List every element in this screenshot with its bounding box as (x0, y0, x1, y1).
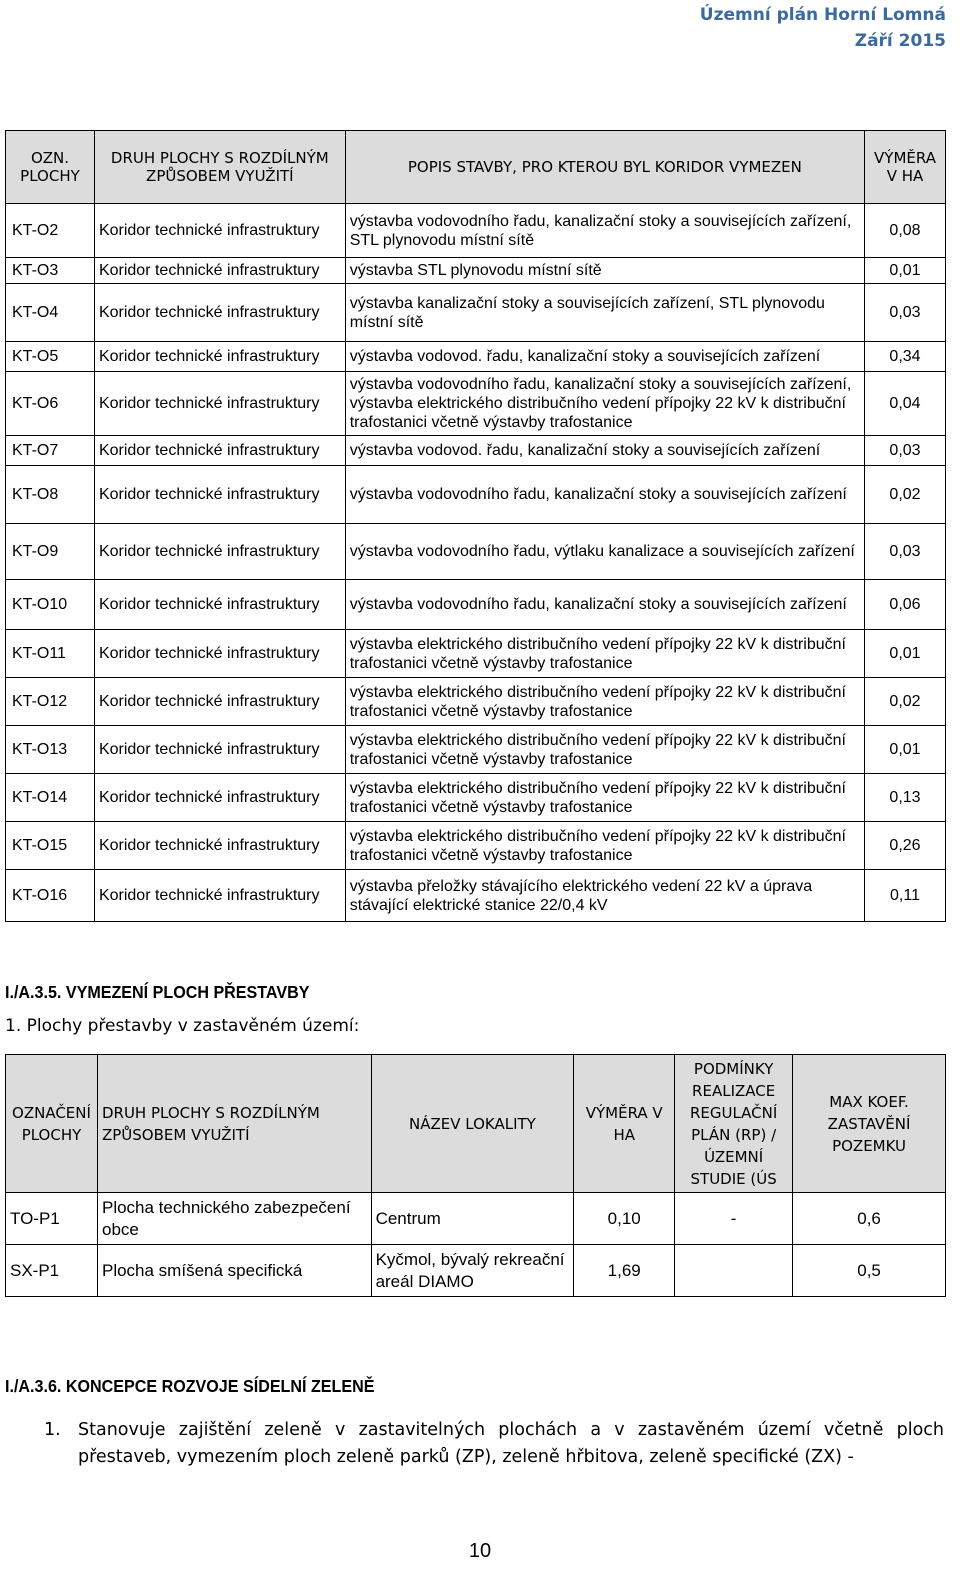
document-date: Září 2015 (854, 31, 946, 51)
cell-coef: 0,6 (793, 1193, 946, 1245)
cell-type: Koridor technické infrastruktury (94, 342, 345, 372)
cell-description: výstavba vodovod. řadu, kanalizační stoky a souvisejících zařízení (345, 436, 864, 466)
cell-description: výstavba vodovod. řadu, kanalizační stoky a souvisejících zařízení (345, 342, 864, 372)
cell-type: Koridor technické infrastruktury (94, 284, 345, 342)
cell-type: Koridor technické infrastruktury (94, 204, 345, 258)
cell-description: výstavba vodovodního řadu, kanalizační stoky a souvisejících zařízení (345, 580, 864, 630)
cell-description: výstavba kanalizační stoky a souvisejících zařízení, STL plynovodu místní sítě (345, 284, 864, 342)
corridor-table (5, 130, 946, 922)
cell-description: výstavba vodovodního řadu, kanalizační stoky a souvisejících zařízení (345, 466, 864, 524)
table-row (6, 630, 946, 678)
table-row (6, 436, 946, 466)
page-header (700, 2, 946, 54)
cell-area: 0,01 (865, 630, 946, 678)
paragraph-text: Stanovuje zajištění zeleně v zastavitelných plochách a v zastavěném území včetně ploch přestaveb, vymezením ploch zeleně parků (ZP), zeleně hřbitova, zeleně specifické (ZX) - (78, 1420, 944, 1467)
greenery-paragraph (44, 1417, 944, 1471)
cell-code: TO-P1 (6, 1193, 98, 1245)
table-row (6, 726, 946, 774)
col-header-description: POPIS STAVBY, PRO KTEROU BYL KORIDOR VYMEZEN (345, 131, 864, 204)
col-header-max-coef: MAX KOEF. ZASTAVĚNÍ POZEMKU (793, 1055, 946, 1193)
cell-description: výstavba elektrického distribučního vedení přípojky 22 kV k distribuční trafostanici včetně výstavby trafostanice (345, 678, 864, 726)
cell-code: KT-O12 (6, 678, 95, 726)
cell-type: Plocha smíšená specifická (97, 1245, 371, 1297)
cell-area: 0,06 (865, 580, 946, 630)
cell-code: KT-O4 (6, 284, 95, 342)
cell-code: KT-O14 (6, 774, 95, 822)
section-heading-greenery: I./A.3.6. KONCEPCE ROZVOJE SÍDELNÍ ZELENĚ (5, 1376, 375, 1396)
cell-area: 0,34 (865, 342, 946, 372)
table-row (6, 1193, 946, 1245)
cell-coef: 0,5 (793, 1245, 946, 1297)
col-header-area: VÝMĚRA V HA (865, 131, 946, 204)
cell-code: KT-O10 (6, 580, 95, 630)
cell-type: Koridor technické infrastruktury (94, 580, 345, 630)
cell-code: KT-O13 (6, 726, 95, 774)
page-number: 10 (468, 1540, 492, 1562)
table-row (6, 372, 946, 436)
cell-type: Koridor technické infrastruktury (94, 436, 345, 466)
cell-locality: Centrum (371, 1193, 574, 1245)
table-row (6, 466, 946, 524)
col-header-conditions: PODMÍNKY REALIZACE REGULAČNÍ PLÁN (RP) / ÚZEMNÍ STUDIE (ÚS (675, 1055, 793, 1193)
col-header-locality: NÁZEV LOKALITY (371, 1055, 574, 1193)
cell-description: výstavba STL plynovodu místní sítě (345, 258, 864, 284)
cell-type: Koridor technické infrastruktury (94, 524, 345, 580)
cell-description: výstavba přeložky stávajícího elektrického vedení 22 kV a úprava stávající elektrické stanice 22/0,4 kV (345, 870, 864, 922)
cell-conditions: - (675, 1193, 793, 1245)
redevelopment-table (5, 1054, 946, 1297)
cell-description: výstavba vodovodního řadu, kanalizační stoky a souvisejících zařízení, STL plynovodu místní sítě (345, 204, 864, 258)
col-header-designation: OZNAČENÍ PLOCHY (6, 1055, 98, 1193)
table-row (6, 774, 946, 822)
cell-code: KT-O9 (6, 524, 95, 580)
cell-description: výstavba elektrického distribučního vedení přípojky 22 kV k distribuční trafostanici včetně výstavby trafostanice (345, 774, 864, 822)
table-row (6, 342, 946, 372)
cell-area: 0,02 (865, 678, 946, 726)
cell-area: 0,10 (574, 1193, 675, 1245)
cell-area: 0,04 (865, 372, 946, 436)
table-row (6, 524, 946, 580)
cell-description: výstavba vodovodního řadu, výtlaku kanalizace a souvisejících zařízení (345, 524, 864, 580)
cell-type: Koridor technické infrastruktury (94, 630, 345, 678)
table-row (6, 822, 946, 870)
table-row (6, 1245, 946, 1297)
cell-area: 0,02 (865, 466, 946, 524)
col-header-type: DRUH PLOCHY S ROZDÍLNÝM ZPŮSOBEM VYUŽITÍ (97, 1055, 371, 1193)
cell-area: 0,01 (865, 258, 946, 284)
cell-type: Koridor technické infrastruktury (94, 678, 345, 726)
cell-code: KT-O3 (6, 258, 95, 284)
cell-type: Plocha technického zabezpečení obce (97, 1193, 371, 1245)
cell-area: 1,69 (574, 1245, 675, 1297)
cell-code: KT-O15 (6, 822, 95, 870)
cell-code: KT-O2 (6, 204, 95, 258)
col-header-code: OZN. PLOCHY (6, 131, 95, 204)
section-heading-redevelopment: I./A.3.5. VYMEZENÍ PLOCH PŘESTAVBY (5, 982, 310, 1002)
list-number: 1. (44, 1420, 61, 1440)
table-row (6, 284, 946, 342)
document-title: Územní plán Horní Lomná (699, 5, 946, 25)
cell-description: výstavba vodovodního řadu, kanalizační stoky a souvisejících zařízení, výstavba elektrického distribučního vedení přípojky 22 kV k distribuční trafostanici včetně výstavby trafostanice (345, 372, 864, 436)
cell-code: KT-O6 (6, 372, 95, 436)
cell-code: KT-O11 (6, 630, 95, 678)
cell-description: výstavba elektrického distribučního vedení přípojky 22 kV k distribuční trafostanici včetně výstavby trafostanice (345, 822, 864, 870)
cell-code: KT-O7 (6, 436, 95, 466)
cell-type: Koridor technické infrastruktury (94, 870, 345, 922)
table-row (6, 204, 946, 258)
table-row (6, 870, 946, 922)
cell-code: KT-O8 (6, 466, 95, 524)
cell-type: Koridor technické infrastruktury (94, 774, 345, 822)
cell-type: Koridor technické infrastruktury (94, 466, 345, 524)
cell-conditions (675, 1245, 793, 1297)
table-row (6, 258, 946, 284)
cell-locality: Kyčmol, bývalý rekreační areál DIAMO (371, 1245, 574, 1297)
cell-code: KT-O5 (6, 342, 95, 372)
col-header-type: DRUH PLOCHY S ROZDÍLNÝM ZPŮSOBEM VYUŽITÍ (94, 131, 345, 204)
redevelopment-item: 1. Plochy přestavby v zastavěném území: (5, 1016, 360, 1036)
cell-description: výstavba elektrického distribučního vedení přípojky 22 kV k distribuční trafostanici včetně výstavby trafostanice (345, 630, 864, 678)
cell-area: 0,03 (865, 284, 946, 342)
cell-area: 0,13 (865, 774, 946, 822)
cell-type: Koridor technické infrastruktury (94, 726, 345, 774)
table-row (6, 580, 946, 630)
cell-description: výstavba elektrického distribučního vedení přípojky 22 kV k distribuční trafostanici včetně výstavby trafostanice (345, 726, 864, 774)
cell-type: Koridor technické infrastruktury (94, 822, 345, 870)
table-row (6, 678, 946, 726)
cell-code: KT-O16 (6, 870, 95, 922)
cell-type: Koridor technické infrastruktury (94, 258, 345, 284)
cell-area: 0,03 (865, 436, 946, 466)
cell-area: 0,08 (865, 204, 946, 258)
cell-area: 0,03 (865, 524, 946, 580)
cell-area: 0,01 (865, 726, 946, 774)
cell-area: 0,11 (865, 870, 946, 922)
cell-type: Koridor technické infrastruktury (94, 372, 345, 436)
cell-code: SX-P1 (6, 1245, 98, 1297)
cell-area: 0,26 (865, 822, 946, 870)
col-header-area: VÝMĚRA V HA (574, 1055, 675, 1193)
